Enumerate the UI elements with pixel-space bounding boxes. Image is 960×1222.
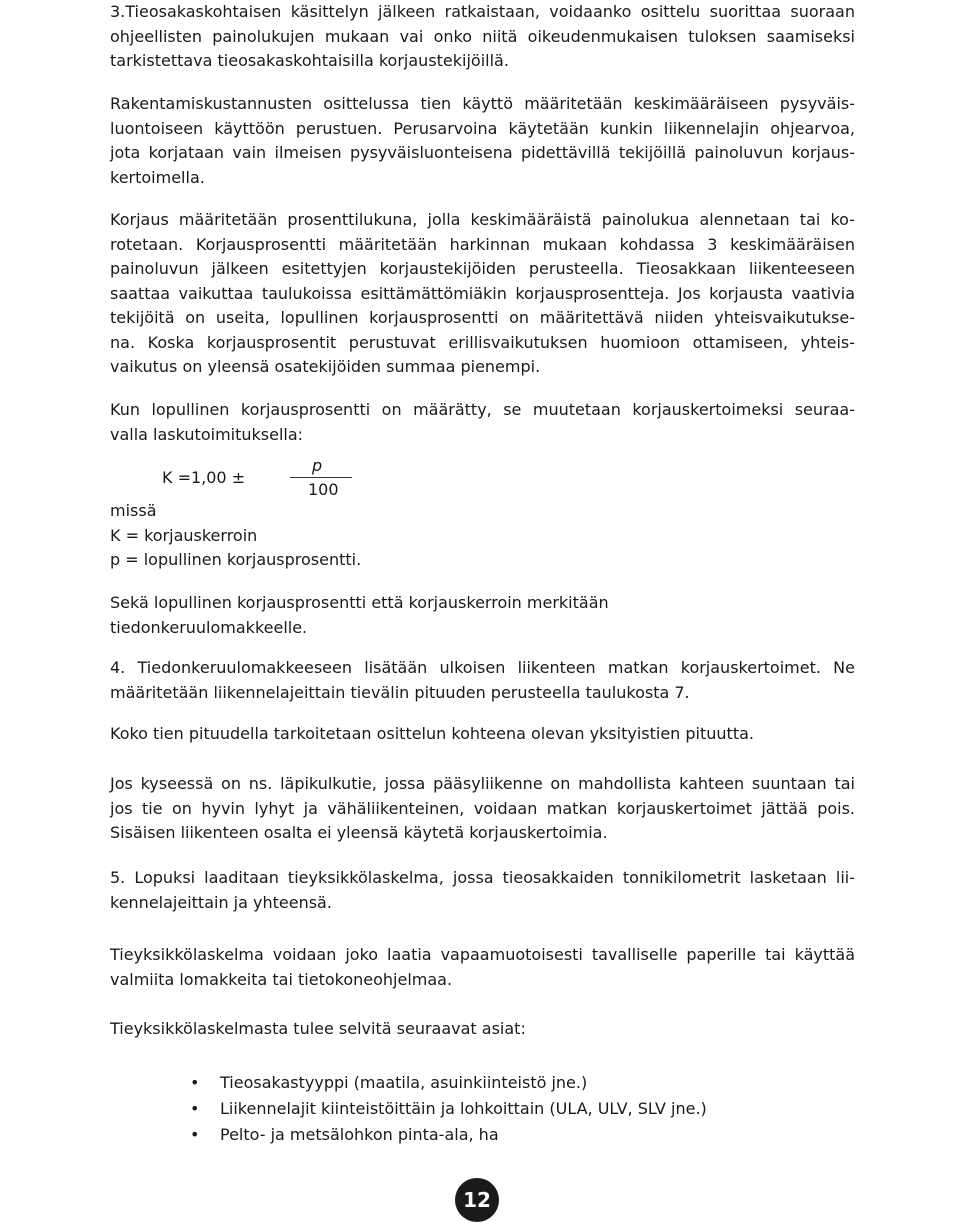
list-item-text: Liikennelajit kiinteistöittäin ja lohkoittain (ULA, ULV, SLV jne.) (220, 1099, 707, 1118)
formula-numerator: p (312, 456, 323, 475)
text-line: missä (110, 501, 157, 520)
paragraph-construction-costs (110, 92, 855, 190)
bullet-icon: • (190, 1099, 200, 1118)
correction-factor-formula (162, 458, 362, 504)
text-line: vaikutus on yleensä osatekijöiden summaa pienempi. (110, 357, 541, 376)
text-line: Sekä lopullinen korjausprosentti että korjauskerroin merkitään (110, 593, 609, 612)
text-line: saattaa vaikuttaa taulukoissa esittämättömiäkin korjausprosentteja. Jos korjausta vaativia (110, 283, 855, 303)
text-line: kertoimella. (110, 167, 205, 187)
text-line: luontoiseen käyttöön perustuen. Perusarvoina käytetään kunkin liikennelajin ohjearvoa, (110, 118, 855, 138)
text-line: Kun lopullinen korjausprosentti on määrätty, se muutetaan korjauskertoimeksi seuraa- (110, 400, 855, 419)
text-line: valmiita lomakkeita tai tietokoneohjelmaa. (110, 969, 453, 989)
text-line: tiedonkeruulomakkeelle. (110, 617, 308, 637)
text-line: Korjaus määritetään prosenttilukuna, jolla keskimääräistä painolukua alennetaan tai ko- (110, 210, 855, 229)
paragraph-formula-intro (110, 398, 855, 447)
text-line: tarkistettava tieosakaskohtaisilla korjaustekijöillä. (110, 51, 509, 70)
list-item (190, 1122, 707, 1148)
text-line: tekijöitä on useita, lopullinen korjausprosentti on määritettävä niiden yhteisvaikutukse- (110, 308, 855, 327)
paragraph-step-4 (110, 656, 855, 705)
text-line: ohjeellisten painolukujen mukaan vai onko niitä oikeudenmukaisen tuloksen saamiseksi (110, 26, 855, 46)
formula-denominator: 100 (308, 480, 339, 499)
text-line: Jos kyseessä on ns. läpikulkutie, jossa pääsyliikenne on mahdollista kahteen suuntaan tai (110, 774, 855, 793)
formula-definitions (110, 499, 855, 573)
text-line: rotetaan. Korjausprosentti määritetään harkinnan mukaan kohdassa 3 keskimääräisen (110, 234, 855, 254)
text-line: määritetään liikennelajeittain tievälin pituuden perusteella taulukosta 7. (110, 682, 690, 702)
text-line: 3.Tieosakaskohtaisen käsittelyn jälkeen ratkaistaan, voidaanko osittelu suorittaa suoraan (110, 2, 855, 21)
formula-lhs: K =1,00 ± (162, 468, 246, 487)
list-item-text: Tieosakastyyppi (maatila, asuinkiinteistö jne.) (220, 1073, 588, 1092)
text-line: na. Koska korjausprosentit perustuvat erillisvaikutuksen huomioon ottamiseen, yhteis- (110, 332, 855, 352)
text-line: Tieyksikkölaskelmasta tulee selvitä seuraavat asiat: (110, 1019, 526, 1038)
page-number-badge: 12 (455, 1178, 499, 1222)
text-line: jota korjataan vain ilmeisen pysyväisluonteisena pidettävillä tekijöillä painoluvun korjaus- (110, 143, 855, 162)
paragraph-record-on-form (110, 591, 855, 640)
paragraph-through-road (110, 772, 855, 846)
text-line: p = lopullinen korjausprosentti. (110, 550, 362, 569)
text-line: kennelajeittain ja yhteensä. (110, 892, 332, 912)
paragraph-calculation-form (110, 943, 855, 992)
list-item (190, 1096, 707, 1122)
text-line: Tieyksikkölaskelma voidaan joko laatia vapaamuotoisesti tavalliselle paperille tai käyttää (110, 945, 855, 964)
text-line: jos tie on hyvin lyhyt ja vähäliikenteinen, voidaan matkan korjauskertoimet jättää pois. (110, 798, 855, 818)
list-item-text: Pelto- ja metsälohkon pinta-ala, ha (220, 1125, 499, 1144)
paragraph-step-3 (110, 0, 855, 74)
text-line: valla laskutoimituksella: (110, 424, 304, 444)
text-line: Rakentamiskustannusten osittelussa tien käyttö määritetään keskimääräiseen pysyväis- (110, 94, 855, 113)
text-line: 4. Tiedonkeruulomakkeeseen lisätään ulkoisen liikenteen matkan korjauskertoimet. Ne (110, 658, 855, 677)
bullet-icon: • (190, 1073, 200, 1092)
fraction-bar (290, 477, 352, 478)
text-line: K = korjauskerroin (110, 525, 258, 545)
paragraph-correction-percent (110, 208, 855, 380)
list-item (190, 1070, 707, 1096)
paragraph-calculation-contents (110, 1017, 855, 1042)
bullet-icon: • (190, 1125, 200, 1144)
text-line: Sisäisen liikenteen osalta ei yleensä käytetä korjauskertoimia. (110, 823, 608, 842)
paragraph-step-5 (110, 866, 855, 915)
text-line: Koko tien pituudella tarkoitetaan osittelun kohteena olevan yksityistien pituutta. (110, 724, 754, 743)
contents-list (190, 1070, 707, 1148)
text-line: painoluvun jälkeen esitettyjen korjaustekijöiden perusteella. Tieosakkaan liikenteeseen (110, 259, 855, 278)
text-line: 5. Lopuksi laaditaan tieyksikkölaskelma, jossa tieosakkaiden tonnikilometrit lasketaan lii- (110, 868, 855, 887)
paragraph-road-length (110, 722, 855, 747)
